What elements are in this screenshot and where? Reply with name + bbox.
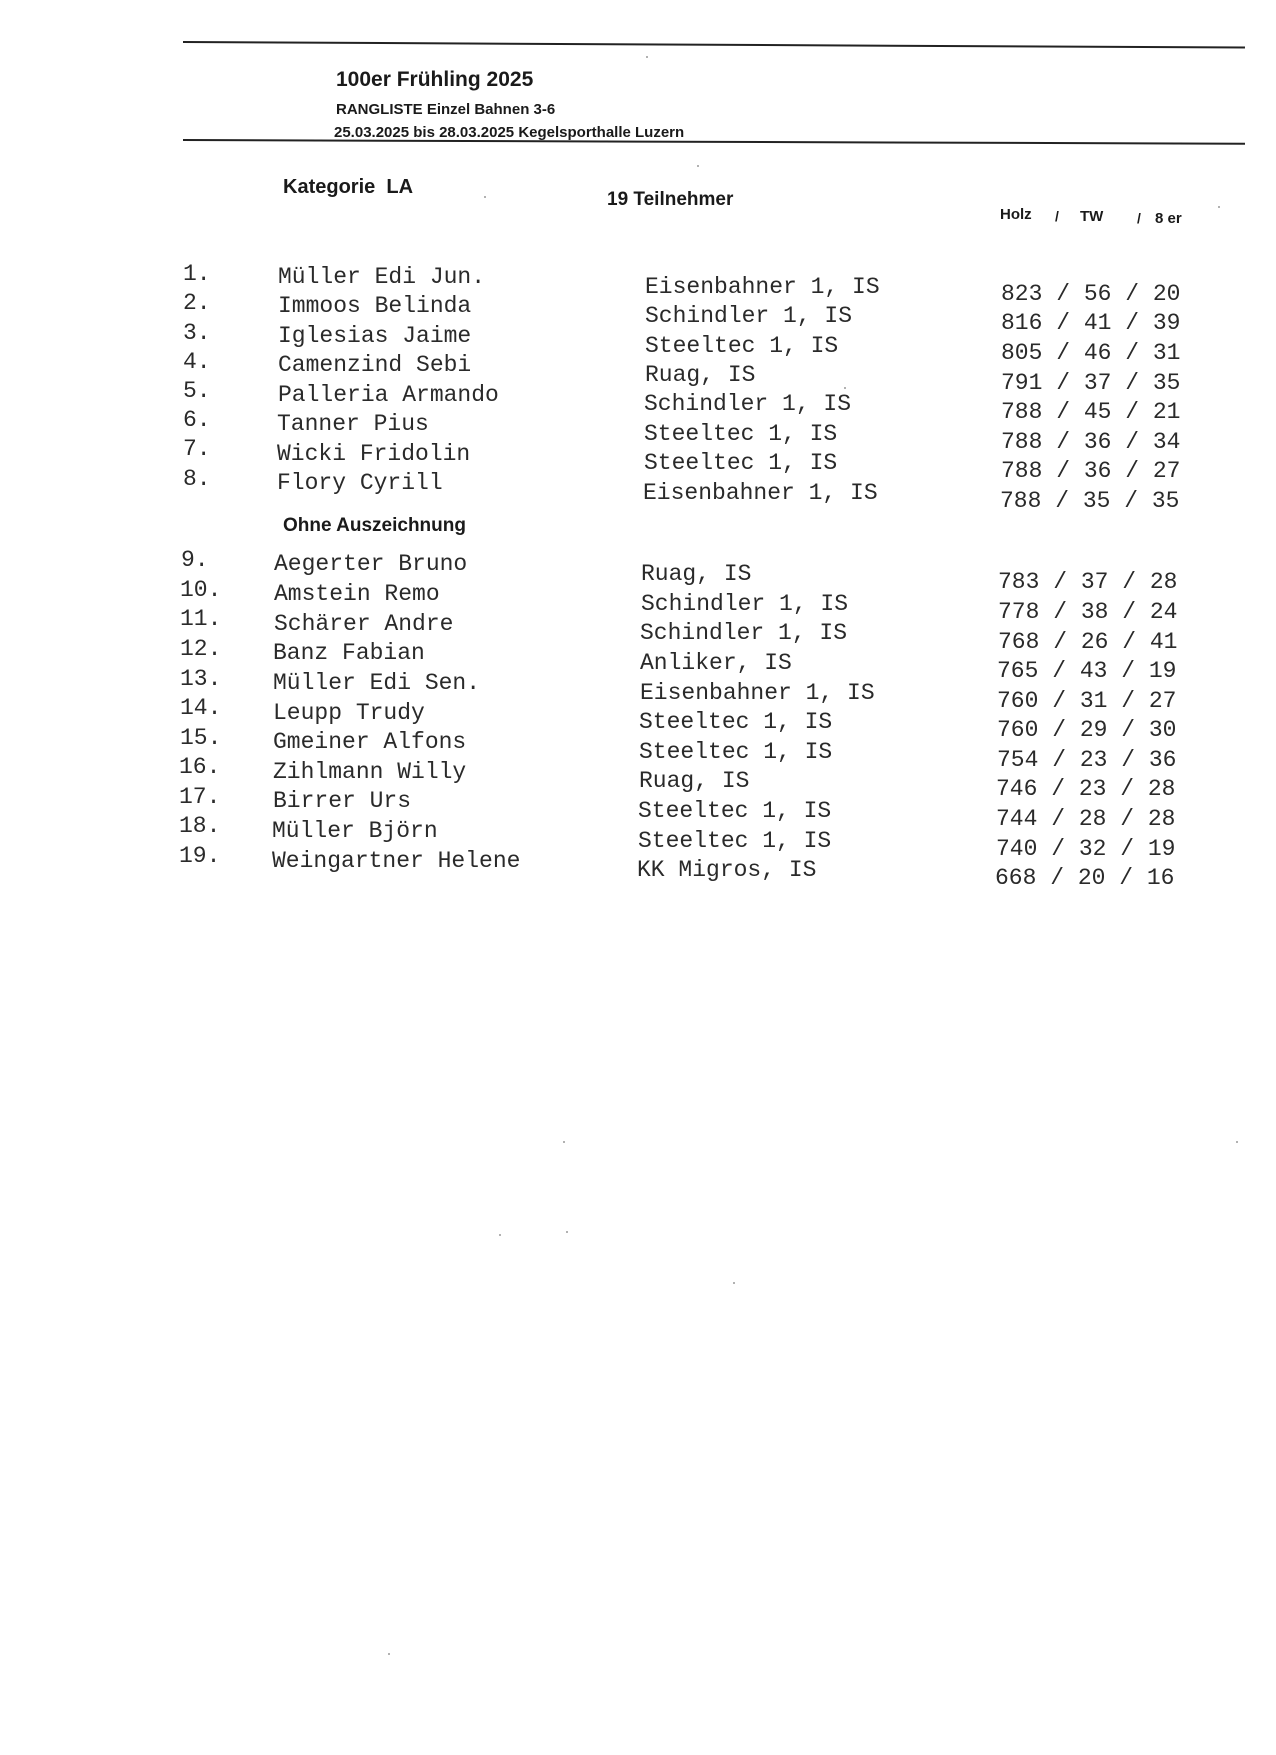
rank-cell: 3. <box>183 320 211 346</box>
name-cell: Tanner Pius <box>277 411 429 437</box>
rank-cell: 5. <box>183 378 211 404</box>
club-cell: Steeltec 1, IS <box>638 798 832 824</box>
column-header-tw: TW <box>1080 208 1104 225</box>
rank-cell: 4. <box>183 349 211 375</box>
score-cell: 788 / 35 / 35 <box>1000 488 1180 514</box>
club-cell: Ruag, IS <box>645 362 756 388</box>
scan-speck <box>484 196 486 198</box>
column-header-8er: 8 er <box>1155 210 1182 227</box>
club-cell: Steeltec 1, IS <box>645 333 839 359</box>
club-cell: Steeltec 1, IS <box>639 709 833 735</box>
score-cell: 788 / 45 / 21 <box>1001 399 1181 425</box>
score-cell: 778 / 38 / 24 <box>998 599 1178 625</box>
name-cell: Banz Fabian <box>273 640 425 666</box>
rank-cell: 12. <box>180 636 222 662</box>
rank-cell: 8. <box>183 466 211 492</box>
scan-speck <box>1236 1141 1238 1143</box>
score-cell: 668 / 20 / 16 <box>995 865 1175 891</box>
club-cell: Schindler 1, IS <box>641 591 849 617</box>
scan-speck <box>646 56 648 58</box>
name-cell: Immoos Belinda <box>278 293 472 319</box>
scan-speck <box>733 1282 735 1284</box>
rank-cell: 10. <box>180 577 222 603</box>
scan-speck <box>1218 206 1220 208</box>
club-cell: Steeltec 1, IS <box>638 828 832 854</box>
section-label-no-award: Ohne Auszeichnung <box>283 515 466 536</box>
rank-cell: 16. <box>179 754 221 780</box>
scan-speck <box>388 1653 390 1655</box>
score-cell: 823 / 56 / 20 <box>1001 281 1181 307</box>
score-cell: 754 / 23 / 36 <box>997 747 1177 773</box>
score-cell: 760 / 29 / 30 <box>997 717 1177 743</box>
document-title: 100er Frühling 2025 <box>336 68 534 91</box>
category-label: Kategorie LA <box>283 176 414 198</box>
rank-cell: 9. <box>181 547 209 573</box>
name-cell: Iglesias Jaime <box>278 323 472 349</box>
rank-cell: 15. <box>180 725 222 751</box>
scan-speck <box>844 387 846 389</box>
club-cell: Steeltec 1, IS <box>639 739 833 765</box>
name-cell: Zihlmann Willy <box>273 759 467 785</box>
event-dates: 25.03.2025 bis 28.03.2025 Kegelsporthalle Luzern <box>334 124 685 141</box>
scan-speck <box>566 1231 568 1233</box>
participant-count: 19 Teilnehmer <box>607 189 734 210</box>
score-cell: 805 / 46 / 31 <box>1001 340 1181 366</box>
club-cell: Ruag, IS <box>641 561 752 587</box>
club-cell: Anliker, IS <box>640 650 792 676</box>
scan-speck <box>697 165 699 167</box>
score-cell: 791 / 37 / 35 <box>1001 370 1181 396</box>
club-cell: KK Migros, IS <box>637 857 817 883</box>
column-header-separator: / <box>1137 210 1141 226</box>
scan-speck <box>563 1141 565 1143</box>
rank-cell: 2. <box>183 290 211 316</box>
rank-cell: 18. <box>179 813 221 839</box>
name-cell: Schärer Andre <box>274 611 454 637</box>
name-cell: Wicki Fridolin <box>277 441 471 467</box>
score-cell: 768 / 26 / 41 <box>998 629 1178 655</box>
score-cell: 760 / 31 / 27 <box>997 688 1177 714</box>
column-header-separator: / <box>1055 208 1059 224</box>
score-cell: 788 / 36 / 27 <box>1001 458 1181 484</box>
rank-cell: 14. <box>180 695 222 721</box>
name-cell: Camenzind Sebi <box>278 352 472 378</box>
rank-cell: 19. <box>179 843 221 869</box>
name-cell: Aegerter Bruno <box>274 551 468 577</box>
club-cell: Steeltec 1, IS <box>644 421 838 447</box>
name-cell: Müller Björn <box>272 818 438 844</box>
document-subtitle: RANGLISTE Einzel Bahnen 3-6 <box>336 101 556 118</box>
score-cell: 816 / 41 / 39 <box>1001 310 1181 336</box>
club-cell: Steeltec 1, IS <box>644 450 838 476</box>
score-cell: 783 / 37 / 28 <box>998 569 1178 595</box>
rank-cell: 11. <box>180 606 222 632</box>
club-cell: Schindler 1, IS <box>640 620 848 646</box>
club-cell: Eisenbahner 1, IS <box>645 274 880 300</box>
score-cell: 765 / 43 / 19 <box>997 658 1177 684</box>
rank-cell: 17. <box>179 784 221 810</box>
rank-cell: 7. <box>183 436 211 462</box>
club-cell: Schindler 1, IS <box>644 391 852 417</box>
name-cell: Müller Edi Sen. <box>273 670 481 696</box>
score-cell: 744 / 28 / 28 <box>996 806 1176 832</box>
name-cell: Amstein Remo <box>274 581 440 607</box>
rank-cell: 6. <box>183 407 211 433</box>
name-cell: Birrer Urs <box>273 788 412 814</box>
score-cell: 746 / 23 / 28 <box>996 776 1176 802</box>
club-cell: Schindler 1, IS <box>645 303 853 329</box>
name-cell: Weingartner Helene <box>272 848 521 874</box>
scan-speck <box>499 1234 501 1236</box>
club-cell: Ruag, IS <box>639 768 750 794</box>
score-cell: 740 / 32 / 19 <box>996 836 1176 862</box>
rank-cell: 1. <box>183 261 211 287</box>
score-cell: 788 / 36 / 34 <box>1001 429 1181 455</box>
name-cell: Leupp Trudy <box>273 700 425 726</box>
name-cell: Gmeiner Alfons <box>273 729 467 755</box>
name-cell: Palleria Armando <box>278 382 499 408</box>
club-cell: Eisenbahner 1, IS <box>640 680 875 706</box>
club-cell: Eisenbahner 1, IS <box>643 480 878 506</box>
top-rule <box>183 41 1245 49</box>
name-cell: Flory Cyrill <box>277 470 443 496</box>
column-header-holz: Holz <box>1000 206 1032 223</box>
rank-cell: 13. <box>180 666 222 692</box>
name-cell: Müller Edi Jun. <box>278 264 486 290</box>
